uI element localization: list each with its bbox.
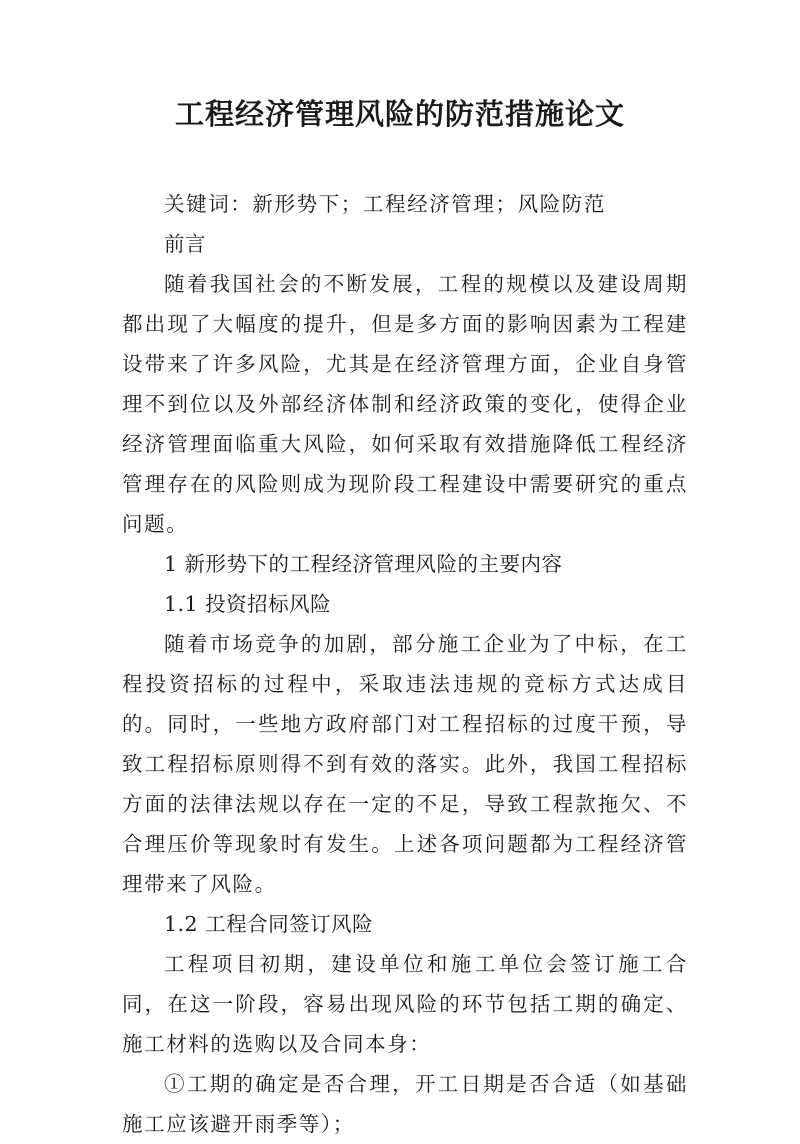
section-heading-preface: 前言 (164, 232, 206, 256)
keywords-line: 关键词：新形势下；工程经济管理；风险防范 (164, 192, 606, 216)
body-paragraph: 随着我国社会的不断发展，工程的规模以及建设周期都出现了大幅度的提升，但是多方面的影响因素为工程建设带来了许多风险，尤其是在经济管理方面，企业自身管理不到位以及外部经济体制和经济政策的变化，使得企业经济管理面临重大风险，如何采取有效措施降低工程经济管理存在的风险则成为现阶段工程建设中需要研究的重点问题。 (122, 272, 688, 536)
subsection-heading-1-2: 1.2 工程合同签订风险 (164, 912, 374, 936)
document-title: 工程经济管理风险的防范措施论文 (174, 97, 625, 131)
section-heading-1: 1 新形势下的工程经济管理风险的主要内容 (164, 552, 563, 576)
subsection-heading-1-1: 1.1 投资招标风险 (164, 592, 332, 616)
list-item: ①工期的确定是否合理，开工日期是否合适（如基础施工应该避开雨季等）； (122, 1072, 688, 1136)
body-paragraph: 随着市场竞争的加剧，部分施工企业为了中标，在工程投资招标的过程中，采取违法违规的竞标方式达成目的。同时，一些地方政府部门对工程招标的过度干预，导致工程招标原则得不到有效的落实。此外，我国工程招标方面的法律法规以存在一定的不足，导致工程款拖欠、不合理压价等现象时有发生。上述各项问题都为工程经济管理带来了风险。 (122, 632, 688, 896)
body-paragraph: 工程项目初期，建设单位和施工单位会签订施工合同，在这一阶段，容易出现风险的环节包括工期的确定、施工材料的选购以及合同本身： (122, 952, 688, 1056)
document-body (122, 184, 688, 1144)
